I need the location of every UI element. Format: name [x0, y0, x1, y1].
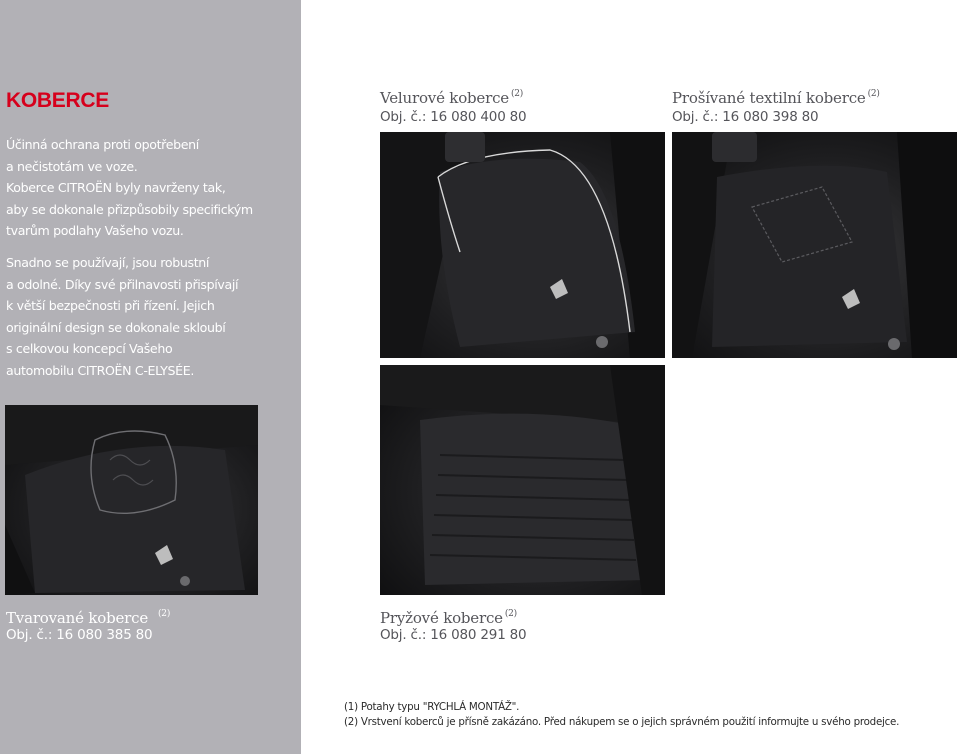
shaped-footnote-mark: (2) [158, 609, 171, 619]
shaped-mats-photo [5, 405, 258, 595]
rubber-mats-ref: Obj. č.: 16 080 291 80 [380, 627, 527, 643]
page-title: KOBERCE [6, 89, 109, 112]
footnote-1: (1) Potahy typu "RYCHLÁ MONTÁŽ". [344, 701, 520, 713]
stitched-mats-ref: Obj. č.: 16 080 398 80 [672, 109, 819, 125]
rubber-footnote-mark: (2) [504, 609, 517, 619]
intro-paragraph: Účinná ochrana proti opotřebení a nečistotám ve voze. Koberce CITROËN byly navrženy tak, aby se dokonale přizpůsobily specifickým tvarům podlahy Vašeho vozu. [6, 137, 253, 239]
shaped-mats-ref: Obj. č.: 16 080 385 80 [6, 627, 153, 643]
stitched-mats-title: Prošívané textilní koberce $^{(2)}$ [672, 89, 880, 107]
velour-footnote-mark: (2) [510, 89, 524, 99]
stitched-footnote-mark: (2) [867, 89, 880, 99]
velour-mats-ref: Obj. č.: 16 080 400 80 [380, 109, 527, 125]
velour-mats-title: Velurové koberce $^{(2)}$ [380, 89, 524, 107]
stitched-mats-photo [672, 132, 957, 358]
velour-mats-photo [380, 132, 665, 358]
rubber-mats-title: Pryžové koberce $^{(2)}$ [380, 609, 517, 627]
footnote-2: (2) Vrstvení koberců je přísně zakázáno. Před nákupem se o jejich správném použití informujte u svého prodejce. [344, 716, 900, 728]
rubber-mats-photo [380, 365, 665, 595]
shaped-mats-title: Tvarované koberce $^{(2)}$ [6, 609, 171, 627]
benefits-paragraph: Snadno se používají, jsou robustní a odolné. Díky své přilnavosti přispívají k větší bezpečnosti při řízení. Jejich originální design se dokonale skloubí s celkovou koncepcí Vašeho automobilu CITROËN C-ELYSÉE. [6, 255, 239, 378]
